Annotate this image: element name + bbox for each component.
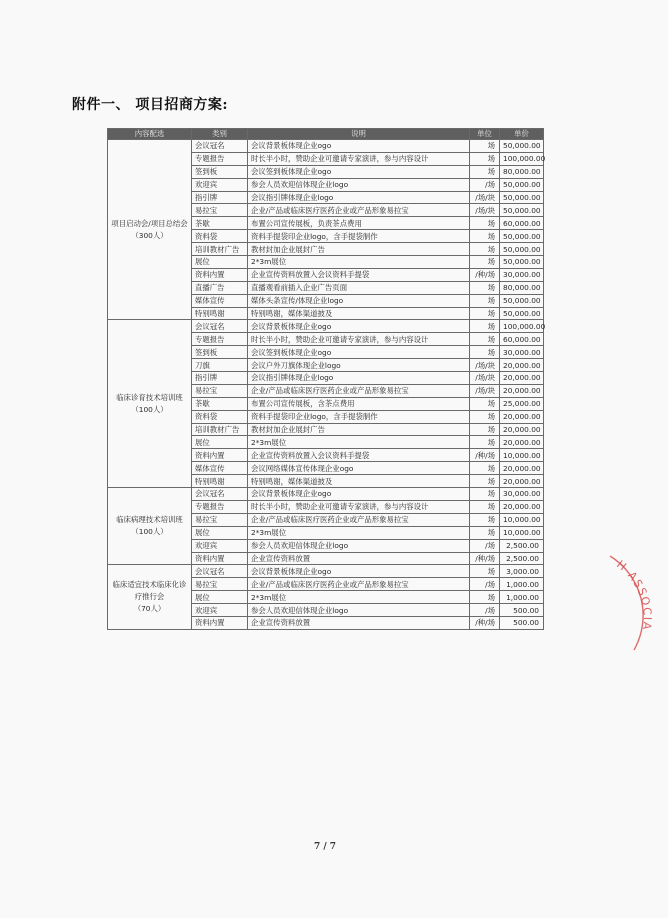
unit-cell: /场/块 — [470, 384, 500, 397]
description-cell: 资料手提袋印企业logo，含手提袋制作 — [248, 230, 470, 243]
category-cell: 资料内置 — [192, 449, 248, 462]
unit-cell: 场 — [470, 475, 500, 488]
category-cell: 资料内置 — [192, 268, 248, 281]
description-cell: 企业/产品或临床医疗医药企业或产品形象易拉宝 — [248, 204, 470, 217]
price-cell: 30,000.00 — [500, 268, 544, 281]
price-cell: 50,000.00 — [500, 307, 544, 320]
unit-cell: /种/场 — [470, 552, 500, 565]
unit-cell: 场 — [470, 423, 500, 436]
seal-stamp — [608, 552, 668, 652]
price-cell: 20,000.00 — [500, 500, 544, 513]
description-cell: 2*3m展位 — [248, 526, 470, 539]
unit-cell: 场 — [470, 152, 500, 165]
price-cell: 2,500.00 — [500, 539, 544, 552]
price-cell: 20,000.00 — [500, 384, 544, 397]
price-cell: 20,000.00 — [500, 462, 544, 475]
category-cell: 培训教材广告 — [192, 243, 248, 256]
unit-cell: /种/场 — [470, 616, 500, 629]
category-cell: 专题报告 — [192, 500, 248, 513]
header-unit: 单位 — [470, 129, 500, 140]
header-content: 内容配选 — [108, 129, 192, 140]
price-cell: 20,000.00 — [500, 436, 544, 449]
table-row — [108, 488, 544, 501]
category-cell: 欢迎宾 — [192, 604, 248, 617]
price-cell: 10,000.00 — [500, 526, 544, 539]
category-cell: 展位 — [192, 526, 248, 539]
price-cell: 3,000.00 — [500, 565, 544, 578]
group-attendance: （70人） — [133, 604, 166, 614]
price-cell: 50,000.00 — [500, 178, 544, 191]
unit-cell: 场 — [470, 397, 500, 410]
description-cell: 特别鸣谢，媒体渠道披及 — [248, 475, 470, 488]
description-cell: 企业/产品或临床医疗医药企业或产品形象易拉宝 — [248, 578, 470, 591]
description-cell: 时长半小时，赞助企业可邀请专家演讲，参与内容设计 — [248, 333, 470, 346]
category-cell: 签到板 — [192, 165, 248, 178]
unit-cell: /种/场 — [470, 268, 500, 281]
description-cell: 会议签到板体现企业ogo — [248, 346, 470, 359]
price-cell: 50,000.00 — [500, 204, 544, 217]
description-cell: 2*3m展位 — [248, 436, 470, 449]
price-cell: 1,000.00 — [500, 591, 544, 604]
description-cell: 会议指引牌体现企业logo — [248, 372, 470, 385]
description-cell: 2*3m展位 — [248, 256, 470, 269]
price-cell: 20,000.00 — [500, 372, 544, 385]
price-cell: 60,000.00 — [500, 333, 544, 346]
price-cell: 80,000.00 — [500, 165, 544, 178]
description-cell: 时长半小时，赞助企业可邀请专家演讲，参与内容设计 — [248, 152, 470, 165]
unit-cell: /场/块 — [470, 359, 500, 372]
category-cell: 茶歇 — [192, 397, 248, 410]
category-cell: 专题报告 — [192, 333, 248, 346]
table-header-row — [108, 129, 544, 140]
category-cell: 会议冠名 — [192, 565, 248, 578]
group-cell — [108, 488, 192, 565]
description-cell: 会议签到板体现企业ogo — [248, 165, 470, 178]
description-cell: 企业/产品或临床医疗医药企业或产品形象易拉宝 — [248, 384, 470, 397]
category-cell: 资料内置 — [192, 616, 248, 629]
description-cell: 参会人员欢迎信体现企业logo — [248, 178, 470, 191]
price-cell: 50,000.00 — [500, 140, 544, 153]
price-cell: 500.00 — [500, 616, 544, 629]
price-cell: 100,000.00 — [500, 152, 544, 165]
category-cell: 易拉宝 — [192, 204, 248, 217]
unit-cell: /种/场 — [470, 449, 500, 462]
price-cell: 50,000.00 — [500, 230, 544, 243]
group-attendance: （100人） — [131, 527, 168, 537]
unit-cell: 场 — [470, 294, 500, 307]
group-name: 临床病理技术培训班 — [116, 515, 183, 525]
price-cell: 1,000.00 — [500, 578, 544, 591]
unit-cell: /场/块 — [470, 191, 500, 204]
category-cell: 资料袋 — [192, 230, 248, 243]
unit-cell: 场 — [470, 591, 500, 604]
description-cell: 时长半小时，赞助企业可邀请专家演讲，参与内容设计 — [248, 500, 470, 513]
unit-cell: 场 — [470, 320, 500, 333]
header-price: 单价 — [500, 129, 544, 140]
table-body — [108, 140, 544, 630]
unit-cell: 场 — [470, 256, 500, 269]
category-cell: 特别鸣谢 — [192, 475, 248, 488]
description-cell: 参会人员欢迎信体现企业logo — [248, 539, 470, 552]
price-cell: 100,000.00 — [500, 320, 544, 333]
unit-cell: 场 — [470, 243, 500, 256]
description-cell: 会议指引牌体现企业logo — [248, 191, 470, 204]
description-cell: 布置公司宣传展板，含茶点费用 — [248, 397, 470, 410]
description-cell: 会议背景板体现企业ogo — [248, 320, 470, 333]
table-row — [108, 140, 544, 153]
price-cell: 20,000.00 — [500, 359, 544, 372]
unit-cell: /场/块 — [470, 204, 500, 217]
category-cell: 签到板 — [192, 346, 248, 359]
description-cell: 教材封加企业展封广告 — [248, 243, 470, 256]
group-cell — [108, 565, 192, 629]
header-description: 说明 — [248, 129, 470, 140]
category-cell: 欢迎宾 — [192, 178, 248, 191]
table-row — [108, 565, 544, 578]
category-cell: 指引牌 — [192, 372, 248, 385]
description-cell: 布置公司宣传展板，负责茶点费用 — [248, 217, 470, 230]
description-cell: 企业宣传资料放置 — [248, 616, 470, 629]
unit-cell: 场 — [470, 230, 500, 243]
unit-cell: /场 — [470, 539, 500, 552]
price-cell: 50,000.00 — [500, 256, 544, 269]
description-cell: 会议背景板体现企业ogo — [248, 488, 470, 501]
description-cell: 媒体头条宣传/体现企业logo — [248, 294, 470, 307]
category-cell: 媒体宣传 — [192, 294, 248, 307]
unit-cell: /场/块 — [470, 372, 500, 385]
group-cell — [108, 320, 192, 488]
price-cell: 10,000.00 — [500, 513, 544, 526]
unit-cell: 场 — [470, 307, 500, 320]
group-attendance: （300人） — [131, 230, 168, 240]
price-cell: 50,000.00 — [500, 191, 544, 204]
category-cell: 会议冠名 — [192, 140, 248, 153]
description-cell: 参会人员欢迎信体现企业logo — [248, 604, 470, 617]
category-cell: 媒体宣传 — [192, 462, 248, 475]
svg-text:H ASSOCIA — [614, 558, 654, 632]
category-cell: 资料内置 — [192, 552, 248, 565]
description-cell: 会议背景板体现企业ogo — [248, 140, 470, 153]
unit-cell: 场 — [470, 281, 500, 294]
category-cell: 直播广告 — [192, 281, 248, 294]
description-cell: 特别鸣谢，媒体渠道披及 — [248, 307, 470, 320]
description-cell: 会议户外刀旗体现企业logo — [248, 359, 470, 372]
category-cell: 易拉宝 — [192, 578, 248, 591]
unit-cell: /场 — [470, 604, 500, 617]
unit-cell: 场 — [470, 333, 500, 346]
page-heading: 附件一、 项目招商方案: — [72, 97, 229, 113]
price-cell: 50,000.00 — [500, 294, 544, 307]
table-row — [108, 320, 544, 333]
unit-cell: 场 — [470, 410, 500, 423]
description-cell: 企业宣传资料放置入会议资料手提袋 — [248, 449, 470, 462]
price-cell: 10,000.00 — [500, 449, 544, 462]
category-cell: 茶歇 — [192, 217, 248, 230]
category-cell: 展位 — [192, 436, 248, 449]
unit-cell: 场 — [470, 500, 500, 513]
group-attendance: （100人） — [131, 404, 168, 414]
price-cell: 20,000.00 — [500, 475, 544, 488]
unit-cell: 场 — [470, 526, 500, 539]
category-cell: 展位 — [192, 591, 248, 604]
description-cell: 会议网络媒体宣传体现企业ogo — [248, 462, 470, 475]
category-cell: 易拉宝 — [192, 513, 248, 526]
price-cell: 2,500.00 — [500, 552, 544, 565]
description-cell: 直播观看前插入企业广告页面 — [248, 281, 470, 294]
category-cell: 会议冠名 — [192, 488, 248, 501]
price-cell: 20,000.00 — [500, 423, 544, 436]
unit-cell: 场 — [470, 217, 500, 230]
price-cell: 80,000.00 — [500, 281, 544, 294]
header-category: 类别 — [192, 129, 248, 140]
unit-cell: 场 — [470, 513, 500, 526]
unit-cell: 场 — [470, 565, 500, 578]
category-cell: 特别鸣谢 — [192, 307, 248, 320]
price-cell: 30,000.00 — [500, 346, 544, 359]
group-name: 项目启动会/项目总结会 — [111, 218, 188, 228]
seal-text: H ASSOCIA — [614, 557, 654, 632]
unit-cell: 场 — [470, 165, 500, 178]
category-cell: 易拉宝 — [192, 384, 248, 397]
unit-cell: 场 — [470, 462, 500, 475]
description-cell: 教材封加企业展封广告 — [248, 423, 470, 436]
description-cell: 企业宣传资料放置入会议资料手提袋 — [248, 268, 470, 281]
price-cell: 25,000.00 — [500, 397, 544, 410]
unit-cell: 场 — [470, 488, 500, 501]
unit-cell: /场 — [470, 178, 500, 191]
description-cell: 资料手提袋印企业logo，含手提袋制作 — [248, 410, 470, 423]
category-cell: 会议冠名 — [192, 320, 248, 333]
price-cell: 20,000.00 — [500, 410, 544, 423]
category-cell: 欢迎宾 — [192, 539, 248, 552]
unit-cell: 场 — [470, 346, 500, 359]
unit-cell: 场 — [470, 140, 500, 153]
description-cell: 企业/产品或临床医疗医药企业或产品形象易拉宝 — [248, 513, 470, 526]
description-cell: 会议背景板体现企业ogo — [248, 565, 470, 578]
category-cell: 培训教材广告 — [192, 423, 248, 436]
price-cell: 500.00 — [500, 604, 544, 617]
price-cell: 50,000.00 — [500, 243, 544, 256]
description-cell: 企业宣传资料放置 — [248, 552, 470, 565]
sponsorship-table — [107, 128, 544, 630]
price-cell: 60,000.00 — [500, 217, 544, 230]
category-cell: 展位 — [192, 256, 248, 269]
group-cell — [108, 140, 192, 320]
description-cell: 2*3m展位 — [248, 591, 470, 604]
unit-cell: 场 — [470, 436, 500, 449]
unit-cell: /场 — [470, 578, 500, 591]
category-cell: 资料袋 — [192, 410, 248, 423]
group-name: 临床适宜技术临床化诊疗推行会 — [112, 580, 187, 602]
category-cell: 专题报告 — [192, 152, 248, 165]
page-number: 7 / 7 — [313, 842, 337, 852]
category-cell: 刀旗 — [192, 359, 248, 372]
price-cell: 30,000.00 — [500, 488, 544, 501]
category-cell: 指引牌 — [192, 191, 248, 204]
group-name: 临床诊育技术培训班 — [116, 392, 183, 402]
